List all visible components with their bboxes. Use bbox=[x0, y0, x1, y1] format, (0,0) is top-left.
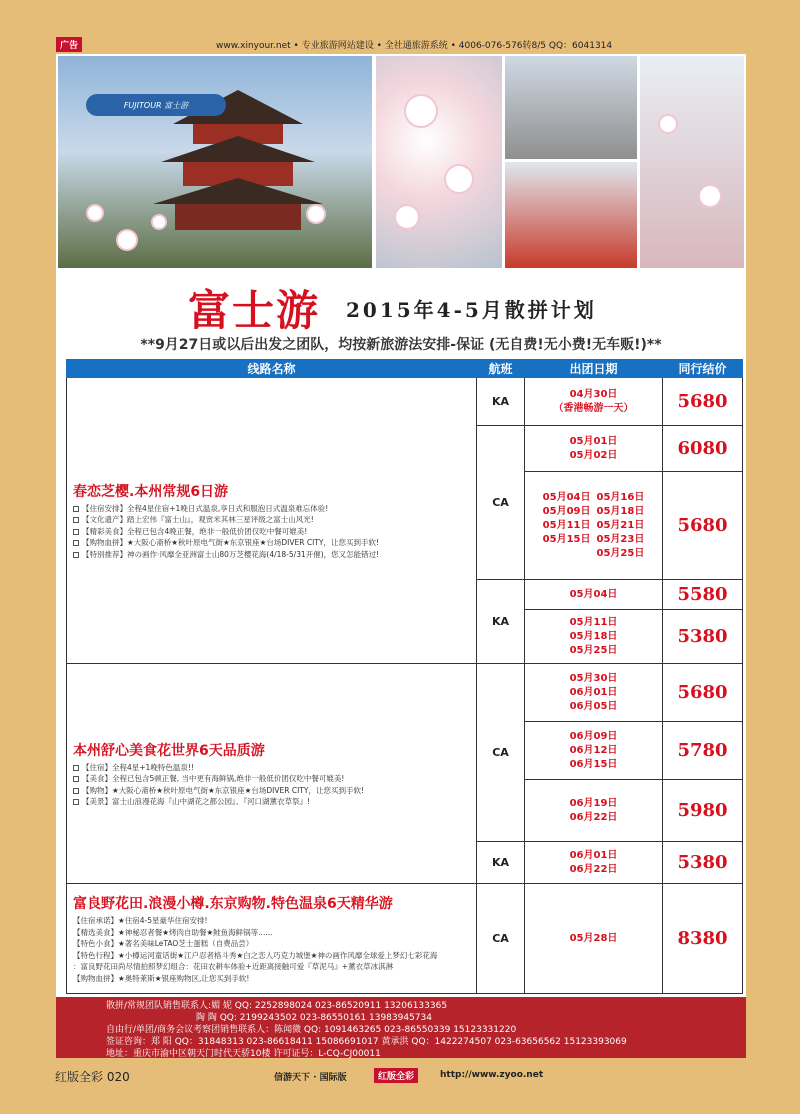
price-cell: 8380 bbox=[663, 884, 743, 994]
dates-cell: 05月04日 bbox=[525, 580, 663, 610]
dates-cell: 06月19日 06月22日 bbox=[525, 780, 663, 842]
blossom-3 bbox=[153, 216, 165, 228]
flight-cell: CA bbox=[477, 884, 525, 994]
route-2-detail: 【住宿】全程4星+1晚特色温泉!! bbox=[73, 762, 470, 774]
dates-cell: 06月01日 06月22日 bbox=[525, 842, 663, 884]
blossom-7 bbox=[396, 206, 418, 228]
temple-blossom-photo bbox=[505, 56, 637, 159]
price-cell: 5380 bbox=[663, 842, 743, 884]
red-shrine-photo bbox=[505, 162, 637, 268]
dates-cell: 05月11日 05月18日 05月25日 bbox=[525, 610, 663, 664]
itinerary-table bbox=[66, 359, 743, 994]
page-number: 红版全彩 020 bbox=[55, 1070, 130, 1084]
table-header-row bbox=[67, 360, 743, 378]
blossom-9 bbox=[700, 186, 720, 206]
pagoda-photo bbox=[58, 56, 372, 268]
blossom-4 bbox=[308, 206, 324, 222]
blossom-closeup-photo bbox=[376, 56, 502, 268]
site-url[interactable]: http://www.zyoo.net bbox=[440, 1070, 544, 1080]
dates-cell: 04月30日 （香港畅游一天） bbox=[525, 378, 663, 426]
route-2-detail: 【购物】★大阪心斋桥★秋叶原电气街★东京银座★台场DIVER CITY，让您买到手软! bbox=[73, 785, 470, 797]
page-bottom-bar bbox=[56, 1068, 746, 1086]
brand-title: 富士游 bbox=[188, 286, 321, 335]
price-cell: 5680 bbox=[663, 378, 743, 426]
tree-blossom-photo bbox=[640, 56, 744, 268]
plan-subtitle: 2015年4-5月散拼计划 bbox=[346, 298, 597, 322]
dates-cell: 05月01日 05月02日 bbox=[525, 426, 663, 472]
price-cell: 5780 bbox=[663, 722, 743, 780]
header-price: 同行结价 bbox=[663, 360, 743, 378]
header-route: 线路名称 bbox=[67, 360, 477, 378]
blossom-1 bbox=[88, 206, 102, 220]
route-2-name: 本州舒心美食花世界6天品质游 bbox=[73, 742, 265, 759]
footer-line: 签证咨询：郑 阳 QQ：31848313 023-86618411 15086691017 黄承洪 QQ：1422274507 023-63656562 15123393069 bbox=[106, 1037, 627, 1047]
guarantee-notice: **9月27日或以后出发之团队，均按新旅游法安排-保证 (无自费!无小费!无车贩!)** bbox=[140, 337, 662, 353]
route-2-detail: 【美食】全程已包含5顿正餐, 当中更有海鲜锅,绝非一般低价团仅吃中餐可媲美! bbox=[73, 773, 470, 785]
flight-cell: CA bbox=[477, 664, 525, 842]
route-3-detail: 【特色行程】★小樽运河童话街★江户忍者格斗秀★白之恋人巧克力城堡★神の画作风靡全球爱上梦幻七彩花海 bbox=[73, 950, 438, 960]
price-cell: 5680 bbox=[663, 472, 743, 580]
route-1-detail: 【住宿安排】全程4星住宿+1晚日式温泉,享日式和服泡日式温泉难忘体验! bbox=[73, 503, 470, 515]
blossom-6 bbox=[446, 166, 472, 192]
flight-cell: KA bbox=[477, 842, 525, 884]
route-3-detail: 【住宿承诺】★住宿4-5星豪华住宿安排! bbox=[73, 916, 208, 925]
footer-line: 地址：重庆市渝中区朝天门时代天骄10楼 许可证号：L-CQ-CJ00011 bbox=[106, 1049, 381, 1059]
blossom-8 bbox=[660, 116, 676, 132]
route-3-detail: 【特色小食】★著名美味LeTAO芝士蛋糕（自费品尝） bbox=[73, 939, 254, 948]
route-1-name: 春恋芝樱.本州常规6日游 bbox=[73, 483, 229, 500]
header-dates: 出团日期 bbox=[525, 360, 663, 378]
route-1-detail: 【特别推荐】神の画作·风靡全亚洲富士山80万芝樱花海(4/18-5/31开催)，您又怎能错过! bbox=[73, 549, 470, 561]
footer-line: 自由行/单团/商务会议考察团销售联系人：陈闻微 QQ: 1091463265 023-86550339 15123331220 bbox=[106, 1025, 517, 1035]
route-2-cell bbox=[67, 664, 477, 884]
top-contact-line: www.xinyour.net • 专业旅游网站建设 • 全社通旅游系统 • 4006-076-576转8/5 QQ：6041314 bbox=[216, 41, 613, 51]
blossom-2 bbox=[118, 231, 136, 249]
table-row bbox=[67, 884, 743, 994]
route-1-detail: 【文化遗产】踏上宏伟『富士山』，观赏米其林三星评级之富士山风光! bbox=[73, 514, 470, 526]
dates-cell: 05月30日 06月01日 06月05日 bbox=[525, 664, 663, 722]
top-bar bbox=[56, 34, 746, 54]
route-3-detail: ：富良野花田尚尽情拍照梦幻组合：花田农耕车体验+近距离接触可爱『草泥马』+薰衣草冰淇淋 bbox=[73, 962, 394, 971]
flight-cell: CA bbox=[477, 426, 525, 580]
route-2-detail: 【美景】富士山浪漫花海『山中湖花之都公园』、『河口湖薰衣草祭』! bbox=[73, 796, 470, 808]
flight-cell: KA bbox=[477, 580, 525, 664]
route-3-name: 富良野花田.浪漫小樽.东京购物.特色温泉6天精华游 bbox=[73, 896, 393, 912]
blossom-5 bbox=[406, 96, 436, 126]
edition-tag: 红版全彩 bbox=[374, 1068, 418, 1083]
route-1-detail: 【购物血拼】★大阪心斋桥★秋叶原电气街★东京银座★台场DIVER CITY，让您买到手软! bbox=[73, 537, 470, 549]
ad-tag: 广告 bbox=[56, 37, 82, 52]
title-area bbox=[56, 276, 746, 335]
route-1-cell bbox=[67, 378, 477, 664]
contact-footer bbox=[56, 997, 746, 1058]
price-cell: 6080 bbox=[663, 426, 743, 472]
flyer-page bbox=[56, 54, 746, 1058]
footer-line: 散拼/常规团队销售联系人:媚 妮 QQ: 2252898024 023-86520911 13206133365 bbox=[106, 1001, 448, 1011]
price-cell: 5580 bbox=[663, 580, 743, 610]
route-3-detail: 【精选美食】★神秘忍者餐★烤肉自助餐★鲑鱼海鲜锅等...... bbox=[73, 927, 273, 937]
route-1-detail: 【精彩美食】全程已包含4晚正餐，绝非一般低价团仅吃中餐可媲美! bbox=[73, 526, 470, 538]
flight-cell: KA bbox=[477, 378, 525, 426]
table-row bbox=[67, 664, 743, 722]
route-3-detail: 【购物血拼】★奥特莱斯★银座购物区,让您买到手软! bbox=[73, 973, 250, 983]
dates-cell: 05月28日 bbox=[525, 884, 663, 994]
footer-line: 陶 陶 QQ: 2199243502 023-86550161 13983945734 bbox=[196, 1013, 432, 1023]
header-flight: 航班 bbox=[477, 360, 525, 378]
price-cell: 5380 bbox=[663, 610, 743, 664]
dates-cell: 05月04日 05月09日 05月11日 05月15日 05月16日 05月18日 05月21日 05月23日 05月25日 bbox=[525, 472, 663, 580]
table-row bbox=[67, 378, 743, 426]
fujitour-logo: FUJITOUR 富士游 bbox=[86, 94, 226, 116]
price-cell: 5680 bbox=[663, 664, 743, 722]
dates-cell: 06月09日 06月12日 06月15日 bbox=[525, 722, 663, 780]
route-3-cell bbox=[67, 884, 477, 994]
slogan: 信游天下 · 国际版 bbox=[274, 1073, 347, 1083]
price-cell: 5980 bbox=[663, 780, 743, 842]
